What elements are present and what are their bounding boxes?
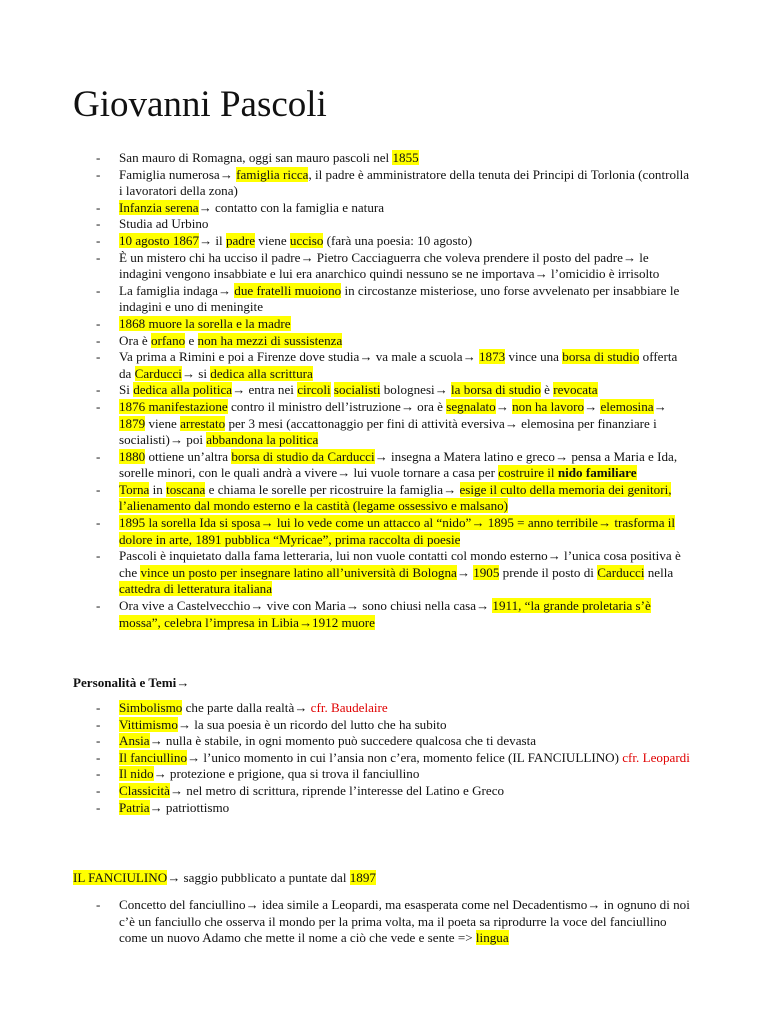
text-run: → saggio pubblicato a puntate dal xyxy=(167,870,350,885)
highlighted-text: 1895 la sorella Ida si sposa→ lui lo vede come un attacco al “nido”→ 1895 = anno terribile→ trasforma il dolore in arte, 1891 pubblica “Myricae”, prima raccolta di poesie xyxy=(119,515,676,547)
text-run: La famiglia indaga→ xyxy=(119,282,235,298)
highlighted-text: dedica alla scrittura xyxy=(210,365,313,381)
list-item xyxy=(0,750,691,767)
list-item xyxy=(0,283,691,316)
highlighted-text: elemosina xyxy=(600,398,654,414)
highlighted-text: Carducci xyxy=(134,365,182,381)
biography-list xyxy=(0,150,691,631)
bullet-dash: - xyxy=(96,799,101,815)
highlighted-text: revocata xyxy=(553,382,598,398)
text-run: per 3 mesi (accattonaggio per fini di attività eversiva→ elemosina per finanziare i socialisti)→ poi xyxy=(119,415,657,448)
list-item xyxy=(0,548,691,598)
text-run: → xyxy=(456,564,474,580)
list-item xyxy=(0,733,691,750)
text-run: viene xyxy=(145,415,181,431)
text-run: Concetto del fanciullino→ idea simile a Leopardi, ma esasperata come nel Decadentismo→ in ognuno di noi c’è un fanciullo che osserva il mondo per la prima volta, ma il poeta sa riprodurre la voce del fanciullino come un nuovo Adamo che mette il nome a ciò che vede e sente => xyxy=(119,897,690,946)
list-item xyxy=(0,515,691,548)
cross-reference: cfr. Baudelaire xyxy=(310,700,388,715)
highlighted-text: Infanzia serena xyxy=(119,199,199,215)
text-run: che parte dalla realtà→ xyxy=(182,700,311,715)
bullet-dash: - xyxy=(96,733,101,749)
highlighted-text: non ha mezzi di sussistenza xyxy=(197,332,343,348)
text-run: è xyxy=(540,382,554,398)
text-run: bolognesi→ xyxy=(380,382,452,398)
text-run: → xyxy=(495,398,513,414)
list-item xyxy=(0,783,691,800)
bullet-dash: - xyxy=(96,515,101,531)
text-run: Ora è xyxy=(119,332,151,348)
list-item xyxy=(0,800,691,817)
highlighted-text: segnalato xyxy=(446,398,496,414)
highlighted-text: Carducci xyxy=(597,564,645,580)
list-item xyxy=(0,200,691,217)
highlighted-text: vince un posto per insegnare latino all’università di Bologna xyxy=(140,564,457,580)
text-run: → insegna a Matera latino e greco→ pensa a Maria e Ida, sorelle minori, con le quali andrà a vivere→ lui vuole tornare a casa per xyxy=(119,448,678,481)
text-run: → contatto con la famiglia e natura xyxy=(198,199,385,215)
highlighted-text: 1879 xyxy=(119,415,146,431)
list-item xyxy=(0,250,691,283)
list-item xyxy=(0,482,691,515)
highlighted-text: cattedra di letteratura italiana xyxy=(119,581,273,597)
bullet-dash: - xyxy=(96,349,101,365)
bullet-dash: - xyxy=(96,766,101,782)
list-item xyxy=(0,766,691,783)
list-item xyxy=(0,316,691,333)
bullet-dash: - xyxy=(96,332,101,348)
list-item xyxy=(0,349,691,382)
text-run: in circostanze misteriose, uno forse avvelenato per insabbiare le indagini e uno di meningite xyxy=(119,282,680,315)
text-run: È un mistero chi ha ucciso il padre→ Pietro Cacciaguerra che voleva prendere il posto del padre→ le indagini vengono insabbiate e lui era anarchico quindi nessuno se ne importava→ l’omicidio è irrisolto xyxy=(119,249,660,282)
highlighted-text: borsa di studio da Carducci xyxy=(231,448,375,464)
highlighted-text: Il fanciullino xyxy=(119,749,187,765)
text-run: e xyxy=(185,332,198,348)
bullet-dash: - xyxy=(96,249,101,265)
highlighted-text: 1876 manifestazione xyxy=(119,398,228,414)
list-item xyxy=(0,233,691,250)
bullet-dash: - xyxy=(96,448,101,464)
list-item xyxy=(0,150,691,167)
text-run: → entra nei xyxy=(232,382,298,398)
arrow-icon: → xyxy=(176,675,190,690)
text-run: contro il ministro dell’istruzione→ ora è xyxy=(227,398,447,414)
highlighted-text: due fratelli muoiono xyxy=(234,282,342,298)
bullet-dash: - xyxy=(96,382,101,398)
page-title: Giovanni Pascoli xyxy=(73,84,327,125)
highlighted-text: nido familiare xyxy=(557,465,637,481)
bullet-dash: - xyxy=(96,897,101,912)
list-item xyxy=(0,700,691,717)
text-run: Ora vive a Castelvecchio→ vive con Maria→ sono chiusi nella casa→ xyxy=(119,598,493,614)
bullet-dash: - xyxy=(96,216,101,232)
bullet-dash: - xyxy=(96,232,101,248)
text-run: prende il posto di xyxy=(499,564,598,580)
list-item xyxy=(0,399,691,449)
highlighted-text: 10 agosto 1867 xyxy=(119,232,200,248)
text-run: → nulla è stabile, in ogni momento può succedere qualcosa che ti devasta xyxy=(149,733,537,749)
list-item xyxy=(0,216,691,233)
bullet-dash: - xyxy=(96,749,101,765)
list-item xyxy=(0,449,691,482)
section-heading-temi xyxy=(73,675,189,692)
highlighted-text: 1873 xyxy=(478,349,506,365)
text-run: e chiama le sorelle per ricostruire la famiglia→ xyxy=(205,481,460,497)
highlighted-text: 1855 xyxy=(392,150,419,165)
list-item xyxy=(0,333,691,350)
text-run: → la sua poesia è un ricordo del lutto che ha subito xyxy=(177,716,447,732)
bullet-dash: - xyxy=(96,782,101,798)
bullet-dash: - xyxy=(96,700,101,715)
text-run: → protezione e prigione, qua si trova il fanciullino xyxy=(153,766,420,782)
text-run: → nel metro di scrittura, riprende l’interesse del Latino e Greco xyxy=(169,782,505,798)
highlighted-text: 1905 xyxy=(473,564,500,580)
text-run: , il padre è amministratore della tenuta dei Principi di Torlonia (controlla i lavoratori della zona) xyxy=(119,166,690,199)
highlighted-text: abbandona la politica xyxy=(206,432,319,448)
bullet-dash: - xyxy=(96,199,101,215)
text-run: → si xyxy=(181,365,211,381)
bullet-dash: - xyxy=(96,398,101,414)
highlighted-text: toscana xyxy=(166,481,206,497)
highlighted-text: esige il culto della memoria dei genitori, l’alienamento dal mondo esterno e la castità (legame ossessivo e malsano) xyxy=(119,481,672,514)
bullet-dash: - xyxy=(96,598,101,614)
bullet-dash: - xyxy=(96,150,101,165)
highlighted-text: Torna xyxy=(119,481,150,497)
list-item xyxy=(0,897,691,947)
bullet-dash: - xyxy=(96,481,101,497)
list-item xyxy=(0,598,691,631)
bullet-dash: - xyxy=(96,282,101,298)
section-heading-fanciullino xyxy=(73,870,376,887)
highlighted-text: Ansia xyxy=(119,733,150,749)
highlighted-text: Il nido xyxy=(119,766,154,782)
highlighted-text: non ha lavoro xyxy=(512,398,585,414)
highlighted-text: socialisti xyxy=(333,382,381,398)
text-run: offerta da xyxy=(119,349,678,381)
text-run: (farà una poesia: 10 agosto) xyxy=(323,232,473,248)
fanciullino-list xyxy=(0,897,691,947)
highlighted-text: la borsa di studio xyxy=(451,382,541,398)
highlighted-text: dedica alla politica xyxy=(133,382,233,398)
highlighted-text: orfano xyxy=(151,332,186,348)
text-run: → xyxy=(653,398,667,414)
highlighted-text: padre xyxy=(225,232,256,248)
highlighted-text: famiglia ricca xyxy=(236,166,309,182)
text-run: in xyxy=(149,481,167,497)
highlighted-text: Patria xyxy=(119,799,150,815)
highlighted-text: lingua xyxy=(475,930,509,946)
list-item xyxy=(0,382,691,399)
text-run: → xyxy=(584,398,601,414)
text-run: vince una xyxy=(505,349,563,365)
text-run: Studia ad Urbino xyxy=(119,216,209,232)
text-run: Si xyxy=(119,382,134,398)
highlighted-text: costruire il xyxy=(498,465,558,481)
text-run: ottiene un’altra xyxy=(145,448,232,464)
highlighted-text: circoli xyxy=(297,382,331,398)
highlighted-text: 1897 xyxy=(349,870,376,885)
text-run: Pascoli è inquietato dalla fama letteraria, lui non vuole contatti col mondo esterno→ l’unica cosa positiva è che xyxy=(119,548,681,580)
bullet-dash: - xyxy=(96,315,101,331)
cross-reference: cfr. Leopardi xyxy=(622,749,690,765)
text-run: nella xyxy=(644,564,674,580)
section-title: Personalità e Temi xyxy=(73,675,177,690)
text-run: → l’unico momento in cui l’ansia non c’era, momento felice (IL FANCIULLINO) xyxy=(187,749,623,765)
highlighted-text: Vittimismo xyxy=(119,716,178,732)
bullet-dash: - xyxy=(96,166,101,182)
bullet-dash: - xyxy=(96,716,101,732)
highlighted-text: 1911, “la grande proletaria s’è mossa”, celebra l’impresa in Libia→1912 muore xyxy=(119,598,651,630)
list-item xyxy=(0,167,691,200)
highlighted-text: Classicità xyxy=(119,782,170,798)
highlighted-text: borsa di studio xyxy=(562,349,640,365)
list-item xyxy=(0,717,691,734)
highlighted-text: 1880 xyxy=(119,448,146,464)
highlighted-text: ucciso xyxy=(289,232,324,248)
highlighted-text: IL FANCIULINO xyxy=(73,870,168,885)
highlighted-text: 1868 muore la sorella e la madre xyxy=(119,315,291,331)
highlighted-text: Simbolismo xyxy=(119,700,183,715)
text-run: → patriottismo xyxy=(149,799,230,815)
text-run: Va prima a Rimini e poi a Firenze dove studia→ va male a scuola→ xyxy=(119,349,479,365)
text-run: San mauro di Romagna, oggi san mauro pascoli nel xyxy=(119,150,393,165)
text-run: Famiglia numerosa→ xyxy=(119,166,237,182)
bullet-dash: - xyxy=(96,548,101,564)
temi-list xyxy=(0,700,691,816)
highlighted-text: arrestato xyxy=(180,415,226,431)
text-run: viene xyxy=(255,232,290,248)
text-run: → il xyxy=(199,232,226,248)
